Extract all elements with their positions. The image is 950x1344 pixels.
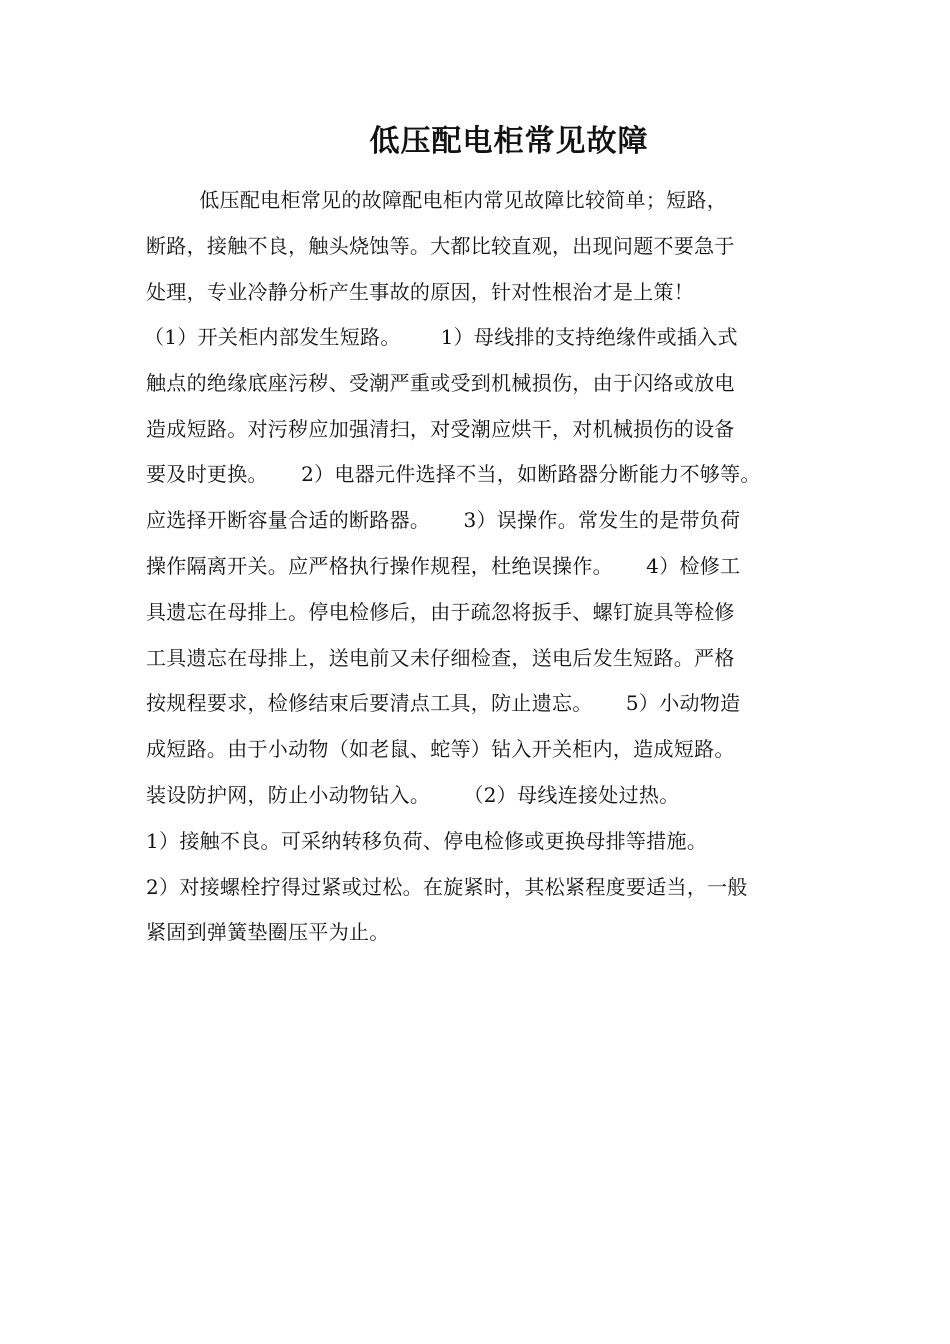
body-text-line: （1）开关柜内部发生短路。 1）母线排的支持绝缘件或插入式 (144, 325, 738, 349)
body-text-line: 1）接触不良。可采纳转移负荷、停电检修或更换母排等措施。 (146, 829, 708, 853)
body-text-line: 具遗忘在母排上。停电检修后，由于疏忽将扳手、螺钉旋具等检修 (146, 600, 735, 624)
body-text-line: 紧固到弹簧垫圈压平为止。 (146, 920, 390, 944)
body-text-line: 成短路。由于小动物（如老鼠、蛇等）钻入开关柜内，造成短路。 (146, 737, 735, 761)
body-text-line: 低压配电柜常见的故障配电柜内常见故障比较简单；短路， (146, 188, 728, 212)
body-text-line: 装设防护网，防止小动物钻入。 （2）母线连接处过热。 (146, 783, 680, 807)
document-title: 低压配电柜常见故障 (369, 124, 649, 159)
body-text-line: 要及时更换。 2）电器元件选择不当，如断路器分断能力不够等。 (146, 462, 761, 486)
body-text-line: 按规程要求，检修结束后要清点工具，防止遗忘。 5）小动物造 (146, 691, 741, 715)
body-text-line: 工具遗忘在母排上，送电前又未仔细检查，送电后发生短路。严格 (146, 646, 735, 670)
body-text-line: 造成短路。对污秽应加强清扫，对受潮应烘干，对机械损伤的设备 (146, 417, 735, 441)
body-text-line: 操作隔离开关。应严格执行操作规程，杜绝误操作。 4）检修工 (146, 554, 741, 578)
body-text-line: 触点的绝缘底座污秽、受潮严重或受到机械损伤，由于闪络或放电 (146, 371, 735, 395)
body-text-line: 应选择开断容量合适的断路器。 3）误操作。常发生的是带负荷 (146, 508, 741, 532)
body-text-line: 断路，接触不良，触头烧蚀等。大都比较直观，出现问题不要急于 (146, 234, 735, 258)
body-text-line: 处理，专业冷静分析产生事故的原因，针对性根治才是上策！ (146, 280, 695, 304)
body-text-line: 2）对接螺栓拧得过紧或过松。在旋紧时，其松紧程度要适当，一般 (146, 875, 748, 899)
